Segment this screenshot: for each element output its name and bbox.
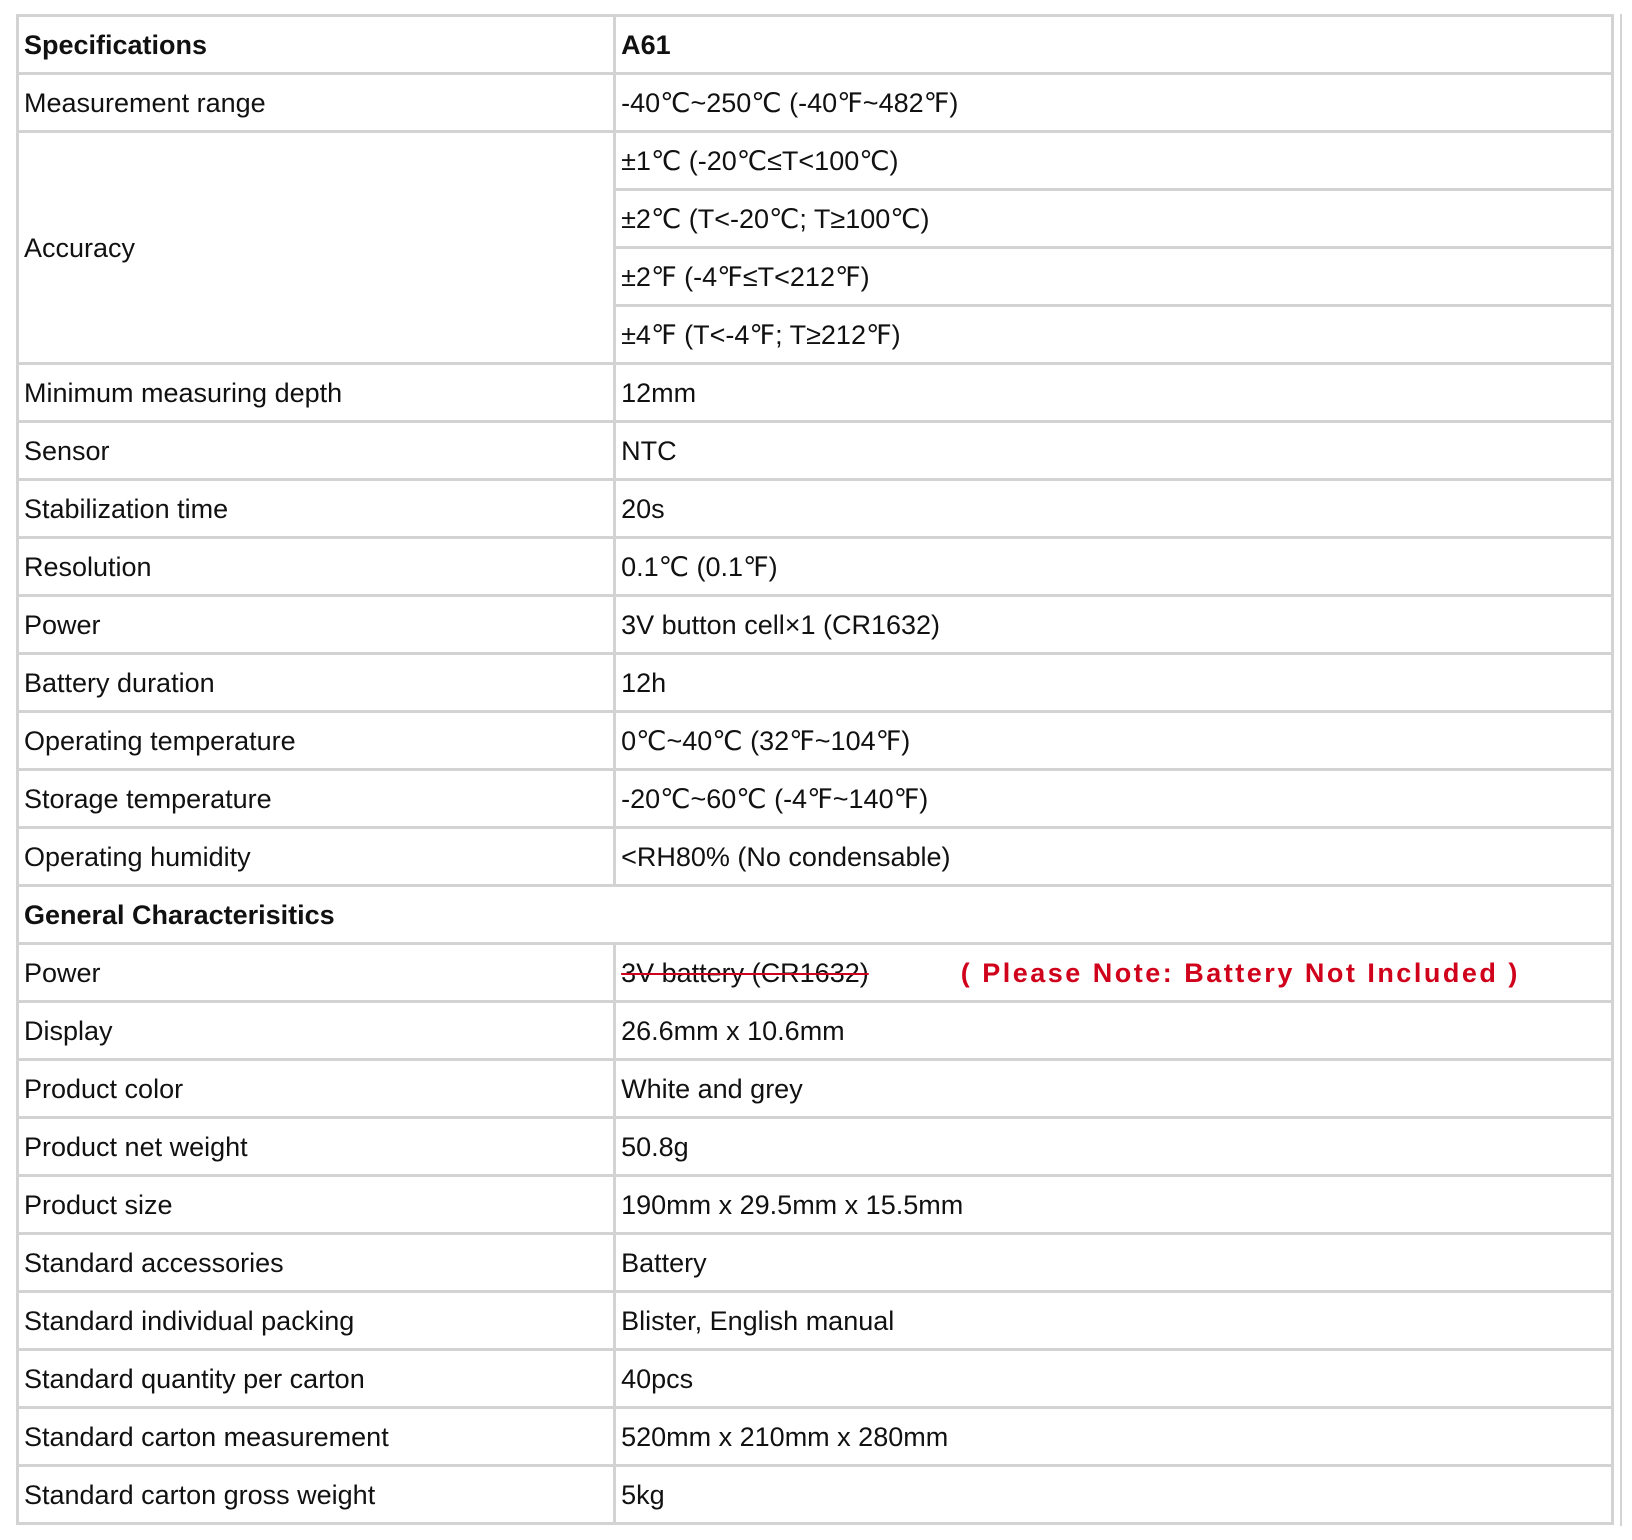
spec-value: 520mm x 210mm x 280mm: [616, 1409, 1614, 1467]
spec-value-cell: [616, 945, 1614, 1003]
table-row: [19, 713, 1614, 771]
spec-value: <RH80% (No condensable): [616, 829, 1614, 887]
spec-label: Minimum measuring depth: [19, 365, 616, 423]
spec-label: Resolution: [19, 539, 616, 597]
spec-value: NTC: [616, 423, 1614, 481]
spec-value: 5kg: [616, 1467, 1614, 1525]
section-header-row: [19, 887, 1614, 945]
spec-value: 12h: [616, 655, 1614, 713]
table-row: [19, 771, 1614, 829]
spec-value: 40pcs: [616, 1351, 1614, 1409]
table-row: [19, 597, 1614, 655]
table-row: [19, 75, 1614, 133]
right-edge-line: [1620, 14, 1622, 1526]
spec-label: Standard quantity per carton: [19, 1351, 616, 1409]
table-row: [19, 1003, 1614, 1061]
struck-power-value: 3V battery (CR1632): [621, 957, 869, 988]
spec-label: Product net weight: [19, 1119, 616, 1177]
accuracy-value: ±2℃ (T<-20℃; T≥100℃): [616, 191, 1614, 249]
spec-label: Stabilization time: [19, 481, 616, 539]
spec-value: 0℃~40℃ (32℉~104℉): [616, 713, 1614, 771]
spec-value: White and grey: [616, 1061, 1614, 1119]
spec-value: 190mm x 29.5mm x 15.5mm: [616, 1177, 1614, 1235]
spec-value: 12mm: [616, 365, 1614, 423]
accuracy-value: ±1℃ (-20℃≤T<100℃): [616, 133, 1614, 191]
table-header-row: [19, 17, 1614, 75]
spec-label: Accuracy: [19, 133, 616, 365]
spec-label: Product size: [19, 1177, 616, 1235]
table-row: [19, 1061, 1614, 1119]
spec-value: 0.1℃ (0.1℉): [616, 539, 1614, 597]
table-row: [19, 133, 1614, 191]
spec-value: 50.8g: [616, 1119, 1614, 1177]
spec-value: -20℃~60℃ (-4℉~140℉): [616, 771, 1614, 829]
table-row: [19, 539, 1614, 597]
spec-label: Standard accessories: [19, 1235, 616, 1293]
spec-label: Power: [19, 597, 616, 655]
table-row: [19, 1293, 1614, 1351]
table-row: [19, 829, 1614, 887]
specifications-table: [16, 14, 1614, 1525]
accuracy-value: ±2℉ (-4℉≤T<212℉): [616, 249, 1614, 307]
spec-label: Product color: [19, 1061, 616, 1119]
spec-label: Measurement range: [19, 75, 616, 133]
table-row: [19, 1119, 1614, 1177]
accuracy-value: ±4℉ (T<-4℉; T≥212℉): [616, 307, 1614, 365]
table-row: [19, 365, 1614, 423]
spec-label: Power: [19, 945, 616, 1003]
table-row: [19, 1409, 1614, 1467]
spec-value: -40℃~250℃ (-40℉~482℉): [616, 75, 1614, 133]
spec-value: Blister, English manual: [616, 1293, 1614, 1351]
table-row: [19, 1351, 1614, 1409]
model-header: A61: [616, 17, 1614, 75]
spec-label: Operating humidity: [19, 829, 616, 887]
specifications-header: Specifications: [19, 17, 616, 75]
table-row: [19, 481, 1614, 539]
spec-label: Storage temperature: [19, 771, 616, 829]
spec-label: Battery duration: [19, 655, 616, 713]
table-row: [19, 423, 1614, 481]
spec-value: 26.6mm x 10.6mm: [616, 1003, 1614, 1061]
table-row: [19, 1177, 1614, 1235]
spec-label: Display: [19, 1003, 616, 1061]
table-row: [19, 1235, 1614, 1293]
spec-label: Standard individual packing: [19, 1293, 616, 1351]
table-row: [19, 655, 1614, 713]
battery-note: ( Please Note: Battery Not Included ): [960, 957, 1520, 988]
spec-label: Sensor: [19, 423, 616, 481]
spec-label: Operating temperature: [19, 713, 616, 771]
spec-value: Battery: [616, 1235, 1614, 1293]
spec-label: Standard carton measurement: [19, 1409, 616, 1467]
spec-label: Standard carton gross weight: [19, 1467, 616, 1525]
spec-value: 3V button cell×1 (CR1632): [616, 597, 1614, 655]
table-row: [19, 945, 1614, 1003]
table-row: [19, 1467, 1614, 1525]
spec-value: 20s: [616, 481, 1614, 539]
general-section-title: General Characterisitics: [19, 887, 1614, 945]
